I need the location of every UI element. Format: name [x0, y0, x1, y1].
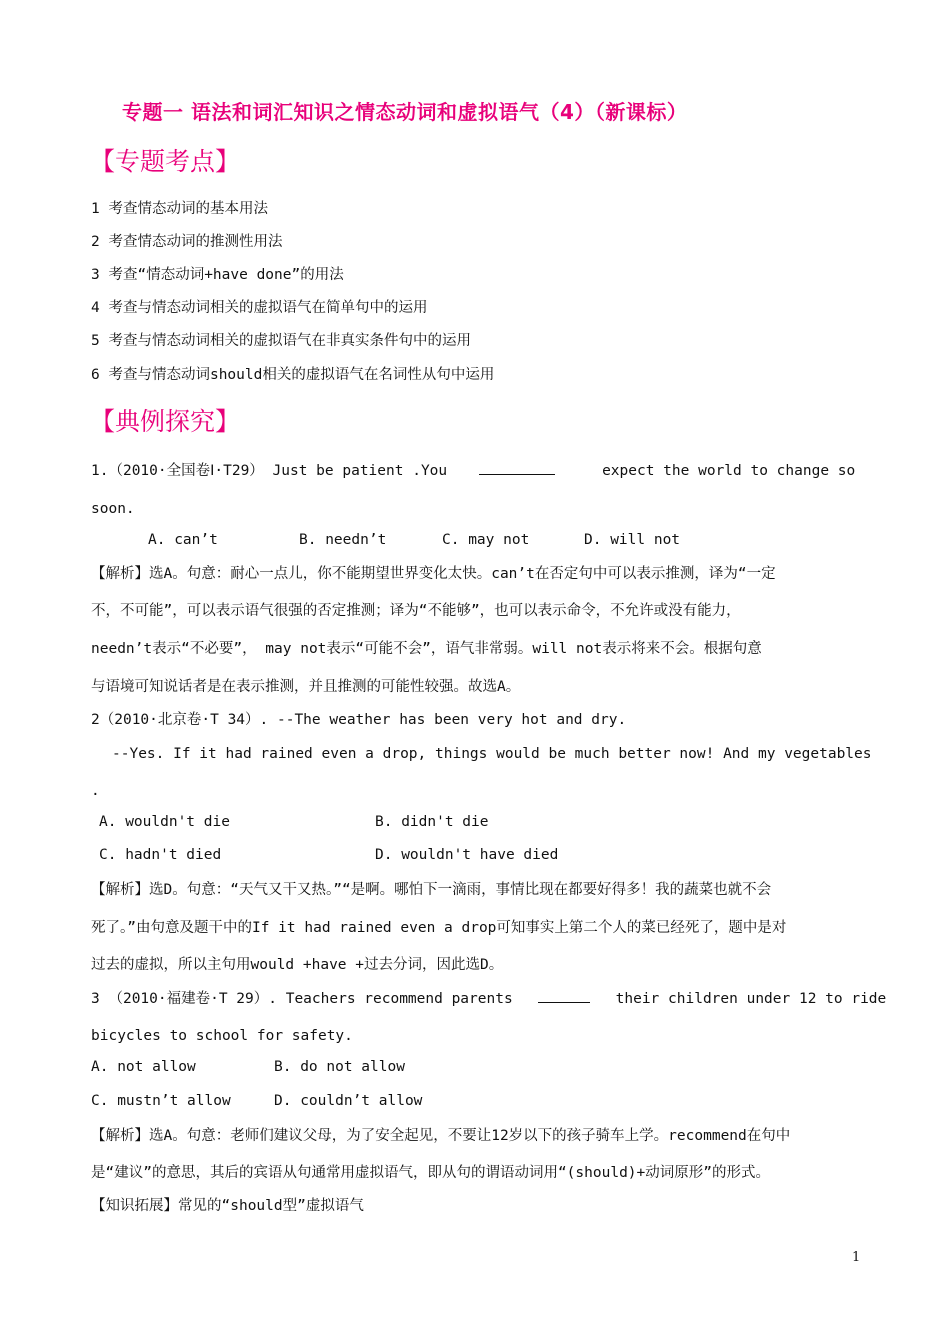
- q3-option-a: A. not allow: [91, 1059, 196, 1075]
- point-2: 2 考查情态动词的推测性用法: [91, 234, 283, 250]
- q1-stem-end: expect the world to change so: [602, 463, 856, 479]
- page-title: 专题一 语法和词汇知识之情态动词和虚拟语气（4）（新课标）: [122, 100, 688, 124]
- q1-analysis-line-3: needn’t表示“不必要”， may not表示“可能不会”，语气非常弱。will not表示将来不会。根据句意: [91, 641, 762, 657]
- q2-stem-line-3: .: [91, 783, 100, 799]
- point-5: 5 考查与情态动词相关的虚拟语气在非真实条件句中的运用: [91, 333, 471, 349]
- q2-option-a: A. wouldn't die: [99, 814, 230, 830]
- q3-answer-blank: [538, 990, 590, 1003]
- q2-option-b: B. didn't die: [375, 814, 489, 830]
- q2-stem-line-1: 2（2010·北京卷·T 34）. --The weather has been very hot and dry.: [91, 712, 627, 728]
- q1-analysis-line-2: 不，不可能”，可以表示语气很强的否定推测；译为“不能够”，也可以表示命令，不允许或没有能力，: [91, 603, 741, 619]
- q3-stem-start: 3 （2010·福建卷·T 29）. Teachers recommend parents: [91, 991, 513, 1007]
- q3-analysis-line-2: 是“建议”的意思，其后的宾语从句通常用虚拟语气，即从句的谓语动词用“(should)+动词原形”的形式。: [91, 1165, 770, 1181]
- q1-stem-line-2: soon.: [91, 501, 135, 517]
- point-4: 4 考查与情态动词相关的虚拟语气在简单句中的运用: [91, 300, 428, 316]
- section-heading-kaodian: 【专题考点】: [90, 147, 241, 176]
- q1-answer-blank: [479, 462, 555, 475]
- q1-analysis-line-4: 与语境可知说话者是在表示推测，并且推测的可能性较强。故选A。: [91, 679, 521, 695]
- q2-stem-line-2: --Yes. If it had rained even a drop, things would be much better now! And my vegetables: [112, 746, 872, 762]
- q3-option-b: B. do not allow: [274, 1059, 405, 1075]
- q2-analysis-line-3: 过去的虚拟，所以主句用would +have +过去分词，因此选D。: [91, 957, 504, 973]
- q1-option-d: D. will not: [584, 532, 681, 548]
- q1-analysis-line-1: 【解析】选A。句意：耐心一点儿，你不能期望世界变化太快。can’t在否定句中可以表示推测，译为“一定: [91, 566, 776, 582]
- q1-option-c: C. may not: [442, 532, 530, 548]
- q2-option-c: C. hadn't died: [99, 847, 222, 863]
- q2-analysis-line-1: 【解析】选D。句意：“天气又干又热。”“是啊。哪怕下一滴雨，事情比现在都要好得多！我的蔬菜也就不会: [91, 882, 772, 898]
- page-number: 1: [852, 1250, 861, 1265]
- q1-option-b: B. needn’t: [299, 532, 387, 548]
- q3-knowledge-extension: 【知识拓展】常见的“should型”虚拟语气: [91, 1198, 364, 1214]
- q3-stem-line-1: [91, 989, 886, 1009]
- q2-option-d: D. wouldn't have died: [375, 847, 559, 863]
- q3-analysis-line-1: 【解析】选A。句意：老师们建议父母，为了安全起见，不要让12岁以下的孩子骑车上学。recommend在句中: [91, 1128, 791, 1144]
- q3-stem-line-2: bicycles to school for safety.: [91, 1028, 353, 1044]
- q3-option-d: D. couldn’t allow: [274, 1093, 423, 1109]
- q3-option-c: C. mustn’t allow: [91, 1093, 231, 1109]
- q3-stem-end: their children under 12 to ride: [615, 991, 887, 1007]
- point-3: 3 考查“情态动词+have done”的用法: [91, 267, 344, 283]
- q1-option-a: A. can’t: [148, 532, 218, 548]
- section-heading-dianli: 【典例探究】: [90, 407, 241, 436]
- q2-analysis-line-2: 死了。”由句意及题干中的If it had rained even a drop可知事实上第二个人的菜已经死了，题中是对: [91, 920, 787, 936]
- point-6: 6 考查与情态动词should相关的虚拟语气在名词性从句中运用: [91, 367, 495, 383]
- q1-stem-start: 1.（2010·全国卷Ⅰ·T29） Just be patient .You: [91, 463, 448, 479]
- q1-stem-line-1: [91, 461, 855, 481]
- point-1: 1 考查情态动词的基本用法: [91, 201, 268, 217]
